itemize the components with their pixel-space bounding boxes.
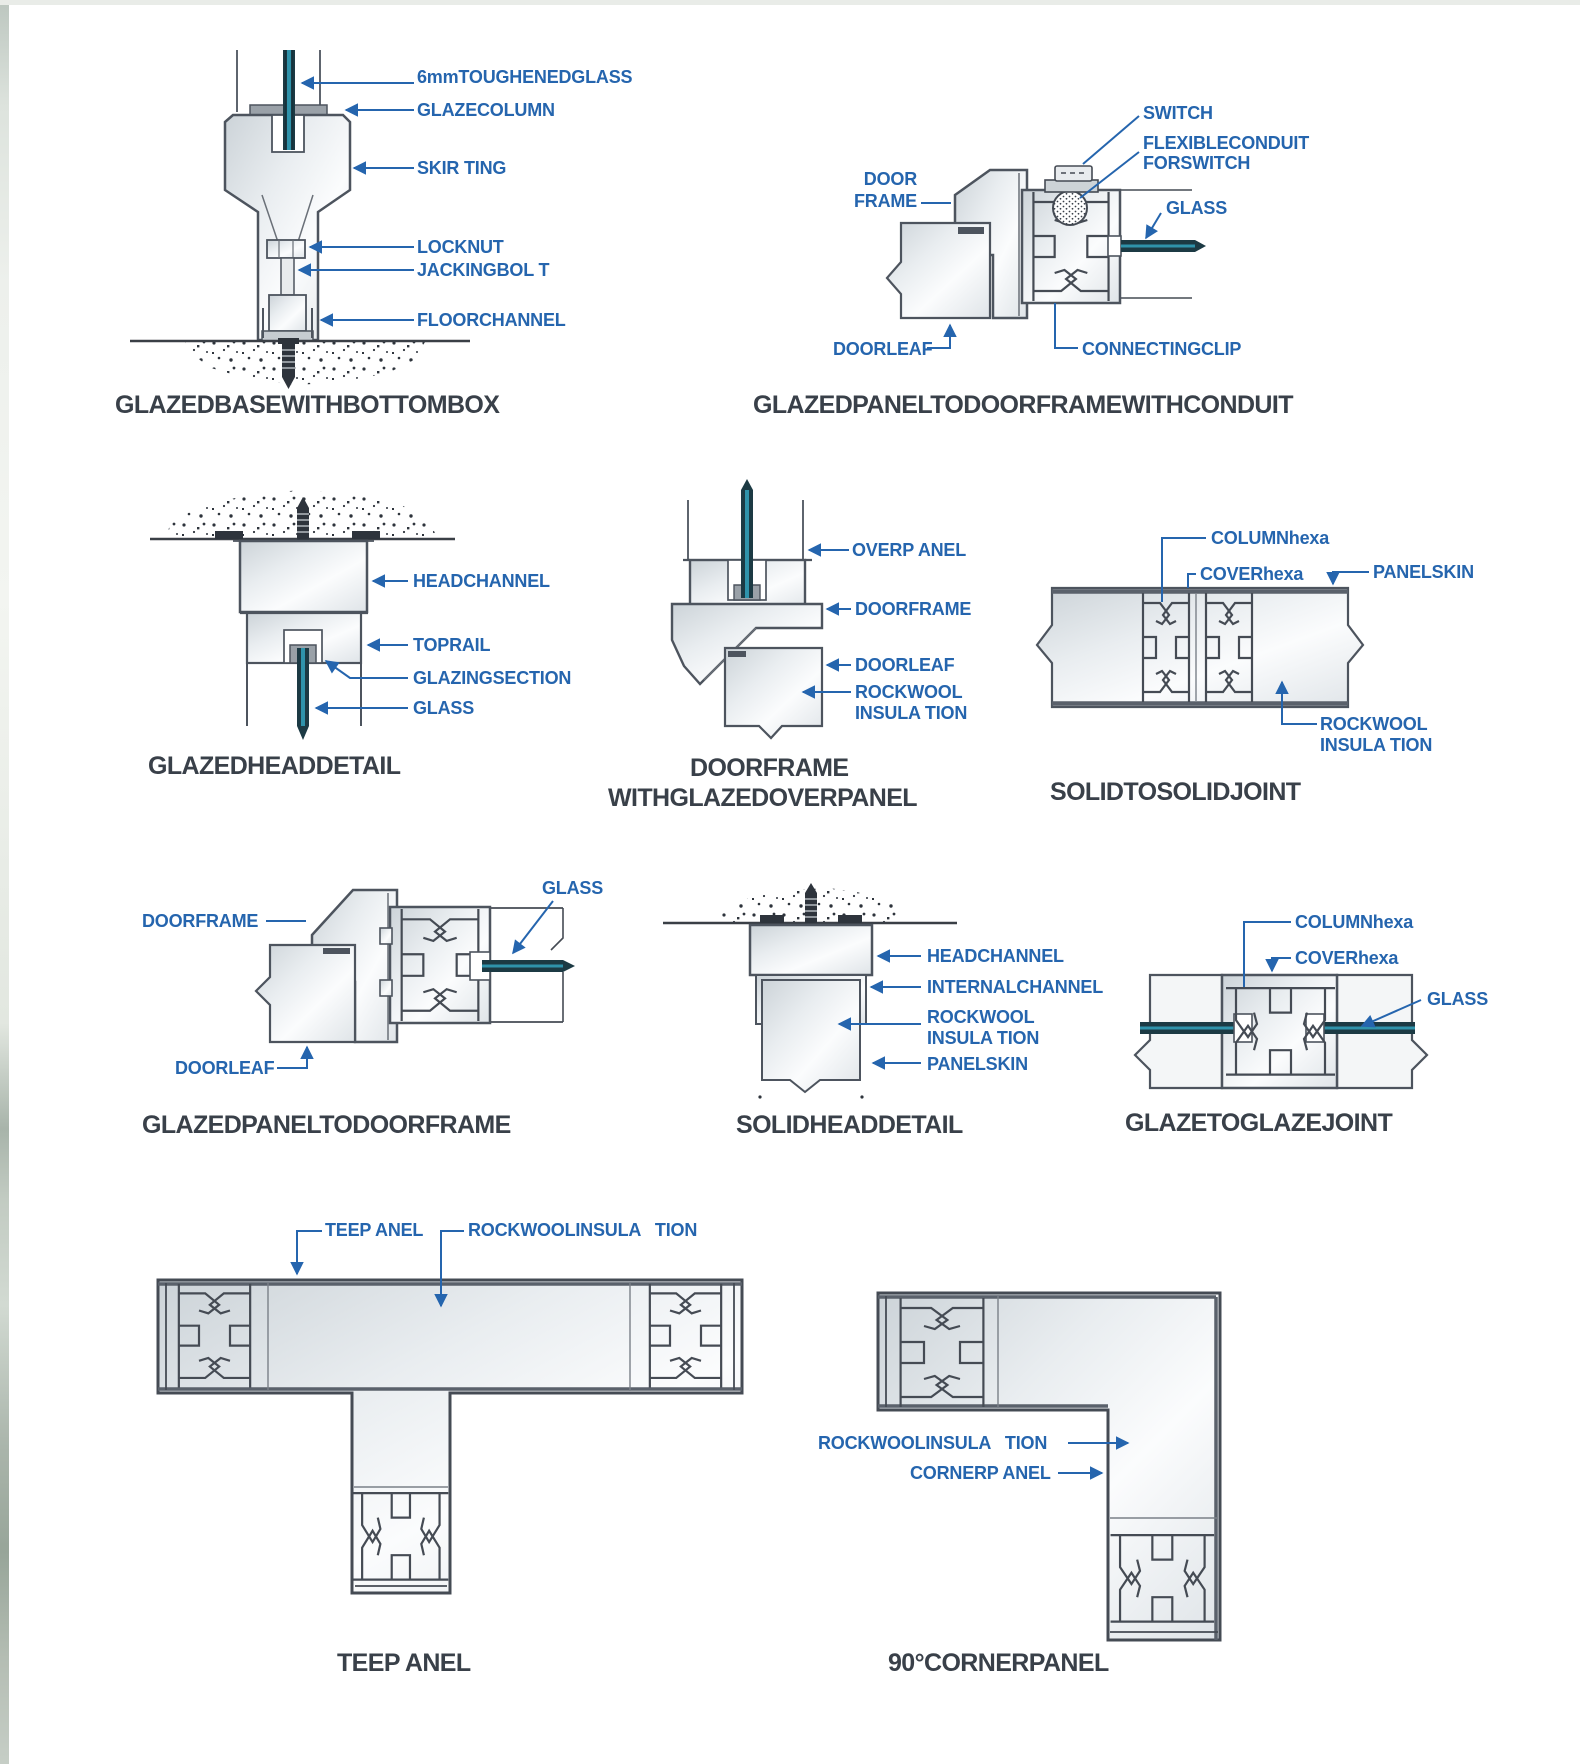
glazed-head-drawing xyxy=(150,490,455,740)
label-rockwool-solid-2: INSULA TION xyxy=(1320,735,1433,755)
overpanel-drawing xyxy=(672,479,851,738)
label-locknut: LOCKNUT xyxy=(417,237,504,257)
label-toughened-glass: 6mmTOUGHENEDGLASS xyxy=(417,67,633,87)
label-rockwool-overpanel-1: ROCKWOOL xyxy=(855,682,963,702)
label-rockwool-corner: ROCKWOOLINSULA TION xyxy=(818,1433,1048,1453)
title-glazed-head: GLAZEDHEADDETAIL xyxy=(148,752,401,780)
title-solid-head: SOLIDHEADDETAIL xyxy=(736,1111,963,1139)
label-rockwool-head-2: INSULA TION xyxy=(927,1028,1040,1048)
label-glass-glaze-joint: GLASS xyxy=(1427,989,1489,1009)
label-flexible-conduit-1: FLEXIBLECONDUIT xyxy=(1143,133,1309,153)
title-glazed-panel-doorframe: GLAZEDPANELTODOORFRAME xyxy=(142,1111,511,1139)
label-glass-glazed-panel: GLASS xyxy=(542,878,604,898)
label-panel-skin-head: PANELSKIN xyxy=(927,1054,1028,1074)
glazed-panel-doorframe-drawing xyxy=(256,890,575,1068)
label-head-channel: HEADCHANNEL xyxy=(413,571,550,591)
label-rockwool-tee: ROCKWOOLINSULA TION xyxy=(468,1220,698,1240)
title-solid-joint: SOLIDTOSOLIDJOINT xyxy=(1050,778,1301,806)
label-floor-channel: FLOORCHANNEL xyxy=(417,310,566,330)
title-tee-panel: TEEP ANEL xyxy=(337,1649,471,1677)
label-cover-hexa-glaze: COVERhexa xyxy=(1295,948,1399,968)
label-panel-skin-solid: PANELSKIN xyxy=(1373,562,1474,582)
label-glass-conduit: GLASS xyxy=(1166,198,1228,218)
label-doorleaf-overpanel: DOORLEAF xyxy=(855,655,955,675)
label-glazing-section: GLAZINGSECTION xyxy=(413,668,572,688)
label-rockwool-head-1: ROCKWOOL xyxy=(927,1007,1035,1027)
label-top-rail: TOPRAIL xyxy=(413,635,491,655)
glaze-joint-drawing xyxy=(1135,922,1427,1088)
solid-head-drawing xyxy=(663,883,957,1099)
label-cover-hexa-solid: COVERhexa xyxy=(1200,564,1304,584)
title-conduit-detail: GLAZEDPANELTODOORFRAMEWITHCONDUIT xyxy=(753,391,1293,419)
tee-panel-drawing xyxy=(158,1231,742,1593)
label-column-hexa-solid: COLUMNhexa xyxy=(1211,528,1330,548)
label-rockwool-overpanel-2: INSULA TION xyxy=(855,703,968,723)
label-glass-head: GLASS xyxy=(413,698,475,718)
label-overpanel: OVERP ANEL xyxy=(852,540,967,560)
label-doorframe-overpanel: DOORFRAME xyxy=(855,599,972,619)
label-skirting: SKIR TING xyxy=(417,158,507,178)
title-glazed-base: GLAZEDBASEWITHBOTTOMBOX xyxy=(115,391,500,419)
label-flexible-conduit-2: FORSWITCH xyxy=(1143,153,1251,173)
title-overpanel-1: DOORFRAME xyxy=(690,754,849,782)
label-doorleaf-glazed: DOORLEAF xyxy=(175,1058,275,1078)
label-column-hexa-glaze: COLUMNhexa xyxy=(1295,912,1414,932)
label-doorframe-glazed: DOORFRAME xyxy=(142,911,259,931)
label-switch: SWITCH xyxy=(1143,103,1213,123)
label-connecting-clip: CONNECTINGCLIP xyxy=(1082,339,1242,359)
label-rockwool-solid-1: ROCKWOOL xyxy=(1320,714,1428,734)
title-corner-panel: 90°CORNERPANEL xyxy=(888,1649,1109,1677)
label-door-leaf-conduit: DOORLEAF xyxy=(833,339,933,359)
label-internal-channel: INTERNALCHANNEL xyxy=(927,977,1103,997)
title-overpanel-2: WITHGLAZEDOVERPANEL xyxy=(608,784,917,812)
label-tee-panel: TEEP ANEL xyxy=(325,1220,424,1240)
label-head-channel-solid: HEADCHANNEL xyxy=(927,946,1064,966)
label-jacking-bolt: JACKINGBOL T xyxy=(417,260,550,280)
label-corner-panel: CORNERP ANEL xyxy=(910,1463,1051,1483)
label-door-frame-1: DOOR xyxy=(863,169,917,189)
title-glaze-joint: GLAZETOGLAZEJOINT xyxy=(1125,1109,1393,1137)
label-door-frame-2: FRAME xyxy=(854,191,917,211)
label-glaze-column: GLAZECOLUMN xyxy=(417,100,555,120)
